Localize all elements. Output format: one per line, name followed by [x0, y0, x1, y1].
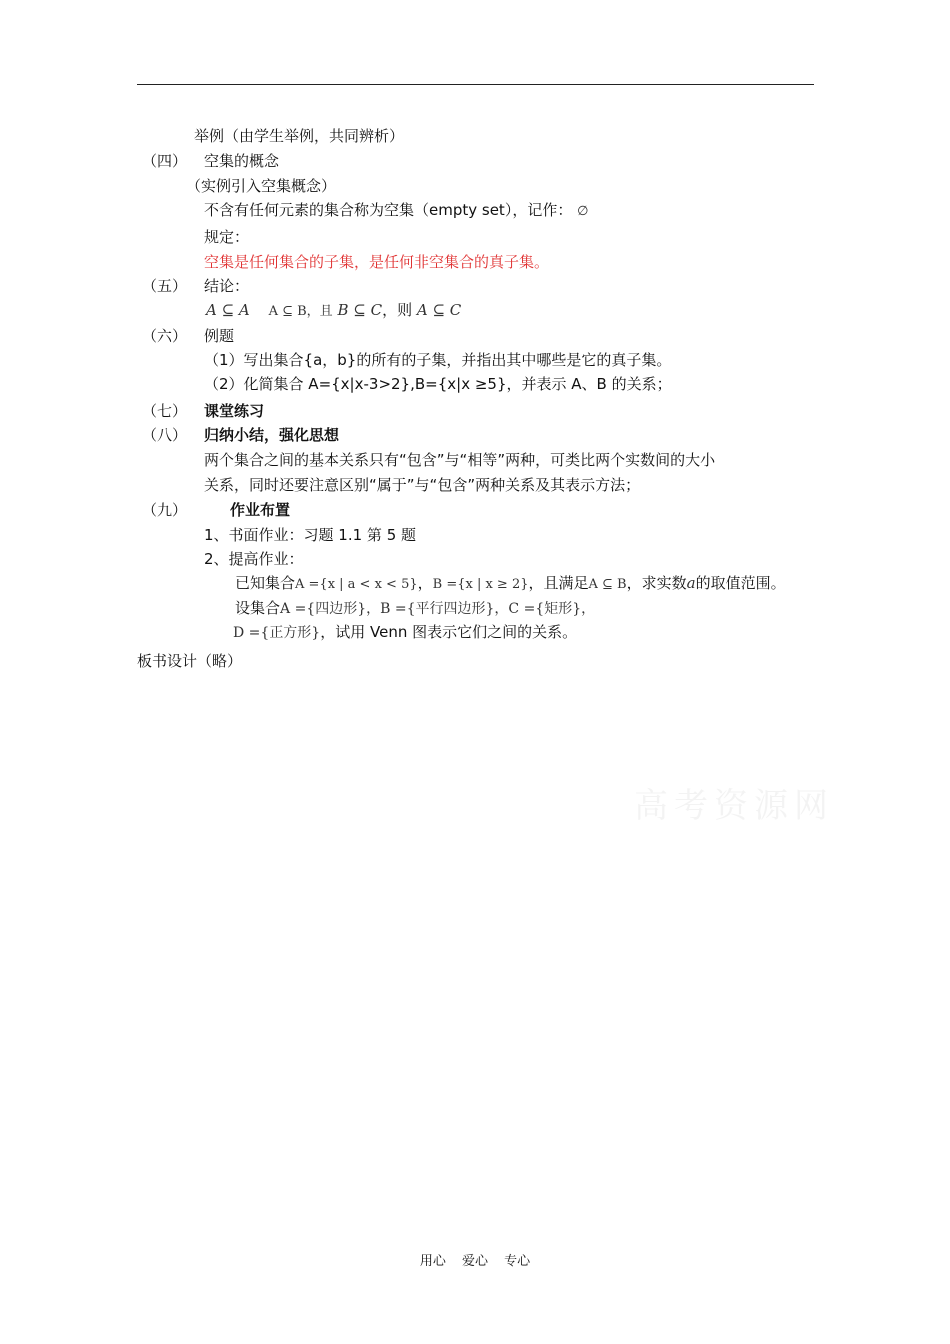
page-footer	[0, 1250, 950, 1269]
problem-2-venn-text: ，试用 Venn 图表示它们之间的关系。	[320, 623, 578, 641]
formula-a-subset-a: A ⊆ A	[206, 301, 250, 319]
problem-1-variable: a	[686, 574, 696, 592]
empty-set-definition-text: 不含有任何元素的集合称为空集（empty set），记作：	[204, 201, 573, 219]
footer-word-1: 用心	[419, 1254, 446, 1269]
rule-label: 规定：	[204, 228, 250, 246]
section-8-title: 归纳小结，强化思想	[204, 426, 340, 444]
problem-1-middle: ，且满足	[528, 574, 589, 592]
watermark: 高考资源网	[634, 786, 834, 826]
problem-2-sets: A ={四边形}，B ={平行四边形}，C ={矩形}，	[280, 601, 596, 617]
formula-a-subset-c: A ⊆ C	[416, 301, 462, 319]
board-design: 板书设计（略）	[137, 652, 243, 670]
empty-set-symbol: ∅	[577, 204, 589, 219]
section-9-number: （九）	[142, 501, 188, 519]
example-note: 举例（由学生举例，共同辨析）	[194, 127, 405, 145]
empty-set-definition	[204, 200, 588, 222]
summary-text-2: 关系，同时还要注意区别“属于”与“包含”两种关系及其表示方法；	[204, 476, 641, 494]
section-6-number: （六）	[142, 327, 188, 345]
example-question-1: （1）写出集合{a，b}的所有的子集，并指出其中哪些是它的真子集。	[204, 351, 672, 369]
section-8-number: （八）	[142, 426, 188, 444]
conclusion-formula	[206, 300, 461, 322]
footer-word-2: 爱心	[461, 1254, 488, 1269]
section-5-title: 结论：	[204, 277, 250, 295]
formula-b-subset-c: B ⊆ C	[337, 301, 383, 319]
problem-2-set-d: D ={正方形}	[233, 625, 321, 641]
homework-advanced: 2、提高作业：	[204, 550, 304, 568]
section-5-number: （五）	[142, 277, 188, 295]
problem-1-set-a: A ={x | a < x < 5}	[295, 577, 418, 592]
problem-1-relation: A ⊆ B	[588, 577, 627, 592]
homework-problem-2-continued	[233, 622, 577, 643]
section-4-title: 空集的概念	[204, 152, 280, 170]
formula-a-subset-b: A ⊆ B，且	[268, 304, 333, 319]
section-4-number: （四）	[142, 152, 188, 170]
problem-1-end: 的取值范围。	[695, 574, 786, 592]
problem-2-prefix: 设集合	[235, 599, 281, 617]
section-7-title: 课堂练习	[204, 402, 265, 420]
problem-1-prefix: 已知集合	[235, 574, 296, 592]
header-rule	[137, 84, 814, 85]
summary-text-1: 两个集合之间的基本关系只有“包含”与“相等”两种，可类比两个实数间的大小	[204, 451, 716, 469]
section-4-intro: （实例引入空集概念）	[186, 177, 337, 195]
footer-word-3: 专心	[504, 1254, 531, 1269]
formula-then: ，则	[382, 301, 413, 319]
homework-problem-2	[235, 598, 595, 619]
problem-1-middle-2: ，求实数	[626, 574, 687, 592]
homework-written: 1、书面作业：习题 1.1 第 5 题	[204, 526, 417, 544]
homework-problem-1	[235, 573, 786, 595]
problem-1-separator: ，	[417, 574, 433, 592]
section-9-title: 作业布置	[230, 501, 291, 519]
problem-1-set-b: B ={x | x ≥ 2}	[432, 577, 529, 592]
empty-set-rule: 空集是任何集合的子集，是任何非空集合的真子集。	[204, 253, 550, 271]
example-question-2: （2）化简集合 A={x|x-3>2},B={x|x ≥5}，并表示 A、B 的关系；	[204, 375, 672, 393]
section-7-number: （七）	[142, 402, 188, 420]
section-6-title: 例题	[204, 327, 235, 345]
